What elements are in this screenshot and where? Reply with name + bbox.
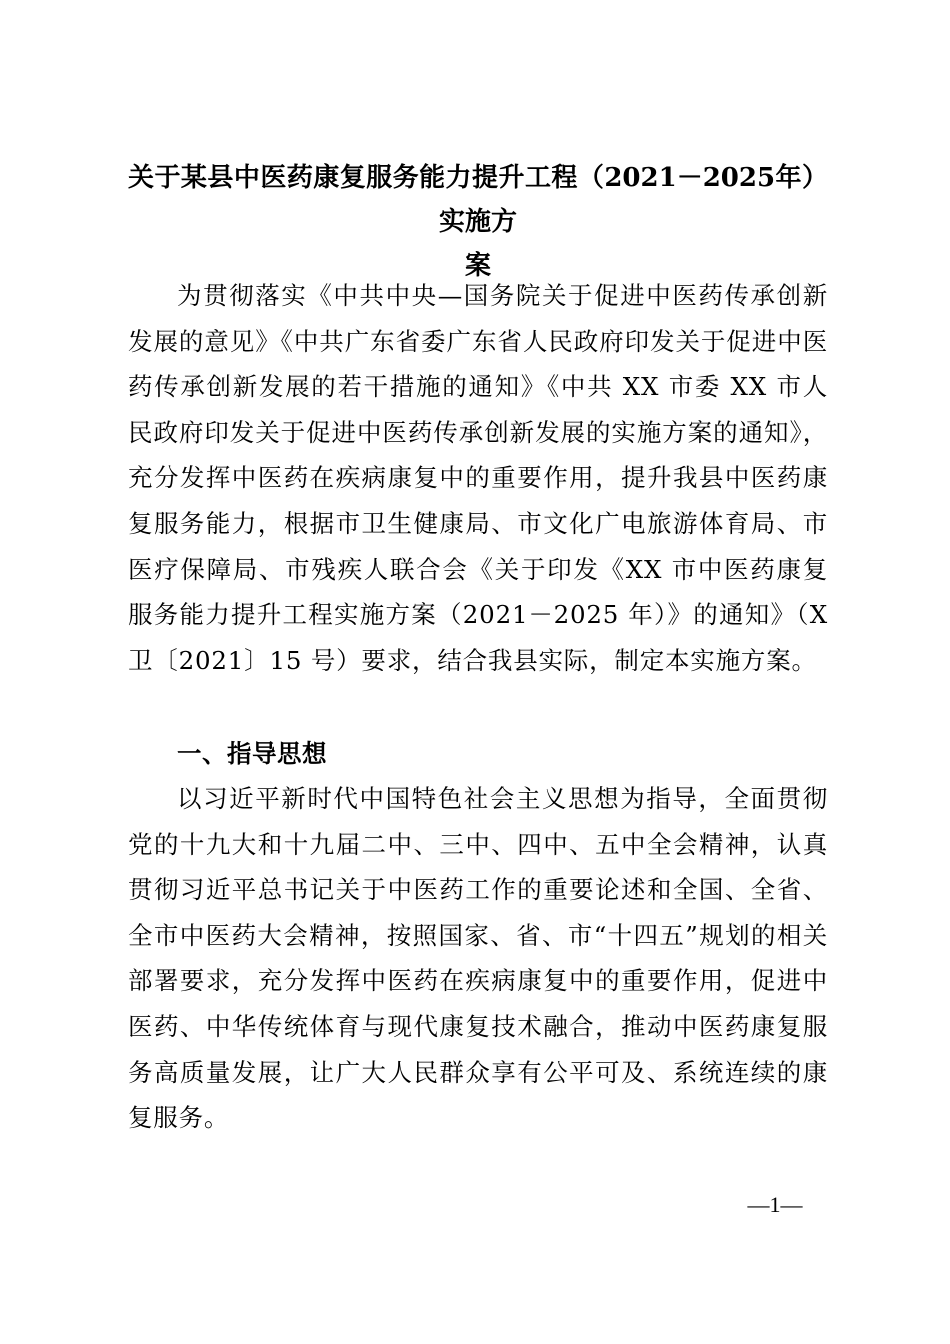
- title-line-2: 案: [464, 251, 491, 281]
- intro-paragraph: 为贯彻落实《中共中央—国务院关于促进中医药传承创新发展的意见》《中共广东省委广东省人民政府印发关于促进中医药传承创新发展的若干措施的通知》《中共 XX 市委 XX 市人民政府印发关于促进中医药传承创新发展的实施方案的通知》，充分发挥中医药在疾病康复中的重要作用，提升我县中医药康复服务能力，根据市卫生健康局、市文化广电旅游体育局、市医疗保障局、市残疾人联合会《关于印发《XX 市中医药康复服务能力提升工程实施方案（2021－2025 年）》的通知》（X 卫〔2021〕15 号）要求，结合我县实际，制定本实施方案。: [128, 281, 828, 675]
- title-line-1: 关于某县中医药康复服务能力提升工程（2021－2025年）实施方: [128, 163, 828, 237]
- page-number: —1—: [747, 1192, 803, 1217]
- guiding-ideology-paragraph: 以习近平新时代中国特色社会主义思想为指导，全面贯彻党的十九大和十九届二中、三中、四中、五中全会精神，认真贯彻习近平总书记关于中医药工作的重要论述和全国、全省、全市中医药大会精神，按照国家、省、市“十四五”规划的相关部署要求，充分发挥中医药在疾病康复中的重要作用，促进中医药、中华传统体育与现代康复技术融合，推动中医药康复服务高质量发展，让广大人民群众享有公平可及、系统连续的康复服务。: [128, 784, 828, 1133]
- section-heading-guiding-ideology: 一、指导思想: [177, 739, 327, 768]
- document-title: [128, 156, 828, 288]
